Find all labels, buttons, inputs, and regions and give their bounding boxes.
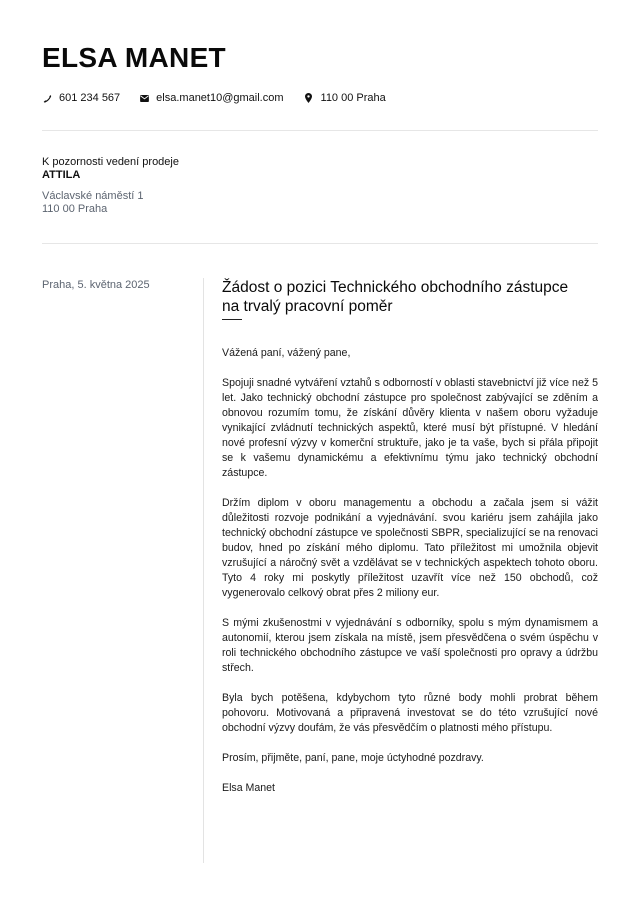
map-pin-icon: [304, 93, 314, 103]
recipient-block: [42, 156, 179, 216]
letter-content: [222, 278, 598, 811]
recipient-company: ATTILA: [42, 169, 81, 181]
recipient-address-line2: 110 00 Praha: [42, 203, 108, 215]
paragraph-2: Držím diplom v oboru managementu a obchodu a začala jsem si vážit důležitosti rozvoje podnikání a vyjednávání. svou kariéru jsem zahájila jako technický obchodní zástupce ve společnosti SBPR, specializující se na renovaci budov, hned po získání mého diplomu. Tato příležitost mi umožnila objevit vzrušující a náročný svět a vzdělávat se v technických aspektech tohoto oboru. Tyto 4 roky mi poskytly příležitost uzavřít více než 150 obchodů, což vygenerovalo celkový obrat přes 2 miliony eur.: [222, 497, 598, 599]
letter-body: [222, 346, 598, 796]
contact-phone: [42, 90, 120, 106]
phone-icon: [42, 93, 52, 103]
phone-number: 601 234 567: [59, 92, 121, 104]
envelope-icon: [139, 93, 149, 103]
paragraph-4: Byla bych potěšena, kdybychom tyto různé body mohli probrat během pohovoru. Motivovaná a připravená investovat se do této vzrušující nové obchodní výzvy doufám, že vás přesvědčím o platnosti mého přístupu.: [222, 692, 598, 734]
contact-location: [304, 90, 386, 106]
paragraph-1: Spojuji snadné vytváření vztahů s odborností v oblasti stavebnictví již více než 5 let. Jako technický obchodní zástupce pro společnost zabývající se zděním a obnovou rozumím tomu, že získání důvěry klienta v našem oboru vyžaduje vynikající zvládnutí technických aspektů, které musí být přístupné. V hledání nové profesní výzvy v komerční struktuře, jako je ta vaše, bych si přála připojit se k vašemu dynamickému a efektivnímu týmu jako technický obchodní zástupce.: [222, 377, 598, 479]
location-text: 110 00 Praha: [320, 92, 386, 104]
paragraph-3: S mými zkušenostmi v vyjednávání s odborníky, spolu s mým dynamismem a autonomií, kterou jsem získala na místě, jsem přesvědčena o svém úspěchu v roli technického obchodního zástupce ve vaší společnosti pro opravy a údržbu střech.: [222, 617, 598, 674]
closing: Prosím, přijměte, paní, pane, moje úctyhodné pozdravy.: [222, 752, 484, 764]
salutation: Vážená paní, vážený pane,: [222, 347, 351, 359]
subject-line-1: Žádost o pozici Technického obchodního zástupce: [222, 279, 569, 296]
contact-row: [42, 90, 386, 106]
header-divider: [42, 130, 598, 131]
recipient-divider: [42, 243, 598, 244]
vertical-divider: [203, 278, 204, 863]
letter-subject: [222, 278, 598, 316]
applicant-name: ELSA MANET: [42, 42, 226, 73]
email-address[interactable]: elsa.manet10@gmail.com: [156, 92, 284, 104]
recipient-attention: K pozornosti vedení prodeje: [42, 156, 179, 168]
recipient-address-line1: Václavské náměstí 1: [42, 190, 144, 202]
subject-underline: [222, 319, 242, 320]
place-date: Praha, 5. května 2025: [42, 279, 150, 291]
subject-line-2: na trvalý pracovní poměr: [222, 298, 393, 315]
signature: Elsa Manet: [222, 782, 275, 794]
contact-email[interactable]: [139, 90, 283, 106]
recipient-address: [42, 190, 179, 216]
